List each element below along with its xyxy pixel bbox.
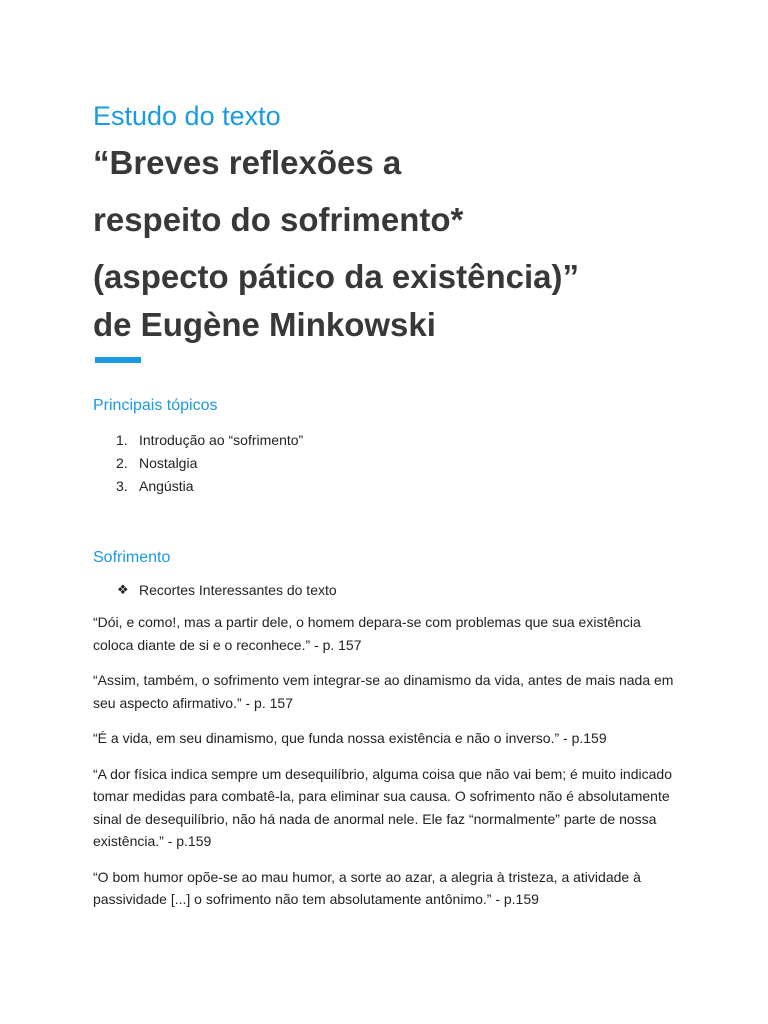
title-line: “Breves reflexões a <box>93 144 402 181</box>
bullet-item-label: Recortes Interessantes do texto <box>139 582 337 598</box>
list-item <box>93 475 683 498</box>
topics-list <box>93 429 683 498</box>
quote-paragraph: “O bom humor opõe-se ao mau humor, a sorte ao azar, a alegria à tristeza, a atividade à passividade [...] o sofrimento não tem absolutamente antônimo.” - p.159 <box>93 868 641 907</box>
diamond-bullet-icon: ❖ <box>117 582 129 597</box>
list-item <box>93 452 683 475</box>
list-item-label: Nostalgia <box>139 455 198 471</box>
topics-heading: Principais tópicos <box>93 397 218 414</box>
topics-section <box>93 397 683 498</box>
sofrimento-heading: Sofrimento <box>93 549 171 566</box>
list-item-label: Introdução ao “sofrimento” <box>139 432 304 448</box>
sofrimento-section <box>93 549 683 911</box>
list-number: 1. <box>116 432 128 448</box>
quote-paragraph: “Assim, também, o sofrimento vem integrar-se ao dinamismo da vida, antes de mais nada em seu aspecto afirmativo.” - p. 157 <box>93 672 674 711</box>
list-number: 2. <box>116 455 128 471</box>
bullet-item <box>117 582 683 598</box>
list-number: 3. <box>116 478 128 494</box>
title-line: respeito do sofrimento* <box>93 201 464 238</box>
title-line: (aspecto pático da existência)” <box>93 258 579 295</box>
title-line: de Eugène Minkowski <box>93 306 436 343</box>
quote-paragraph: “Dói, e como!, mas a partir dele, o homem depara-se com problemas que sua existência coloca diante de si e o reconhece.” - p. 157 <box>93 614 641 653</box>
document-page <box>93 98 683 911</box>
quote-paragraph: “A dor física indica sempre um desequilíbrio, alguma coisa que não vai bem; é muito indicado tomar medidas para combatê-la, para eliminar sua causa. O sofrimento não é absolutamente sinal de desequilíbrio, não há nada de anormal nele. Ele faz “normalmente” parte de nossa existência.” - p.159 <box>93 765 672 849</box>
title-accent-bar <box>95 357 141 363</box>
list-item-label: Angústia <box>139 478 194 494</box>
list-item <box>93 429 683 452</box>
document-subtitle: Estudo do texto <box>93 101 281 131</box>
document-title <box>93 134 683 345</box>
quote-paragraph: “É a vida, em seu dinamismo, que funda nossa existência e não o inverso.” - p.159 <box>93 730 607 746</box>
